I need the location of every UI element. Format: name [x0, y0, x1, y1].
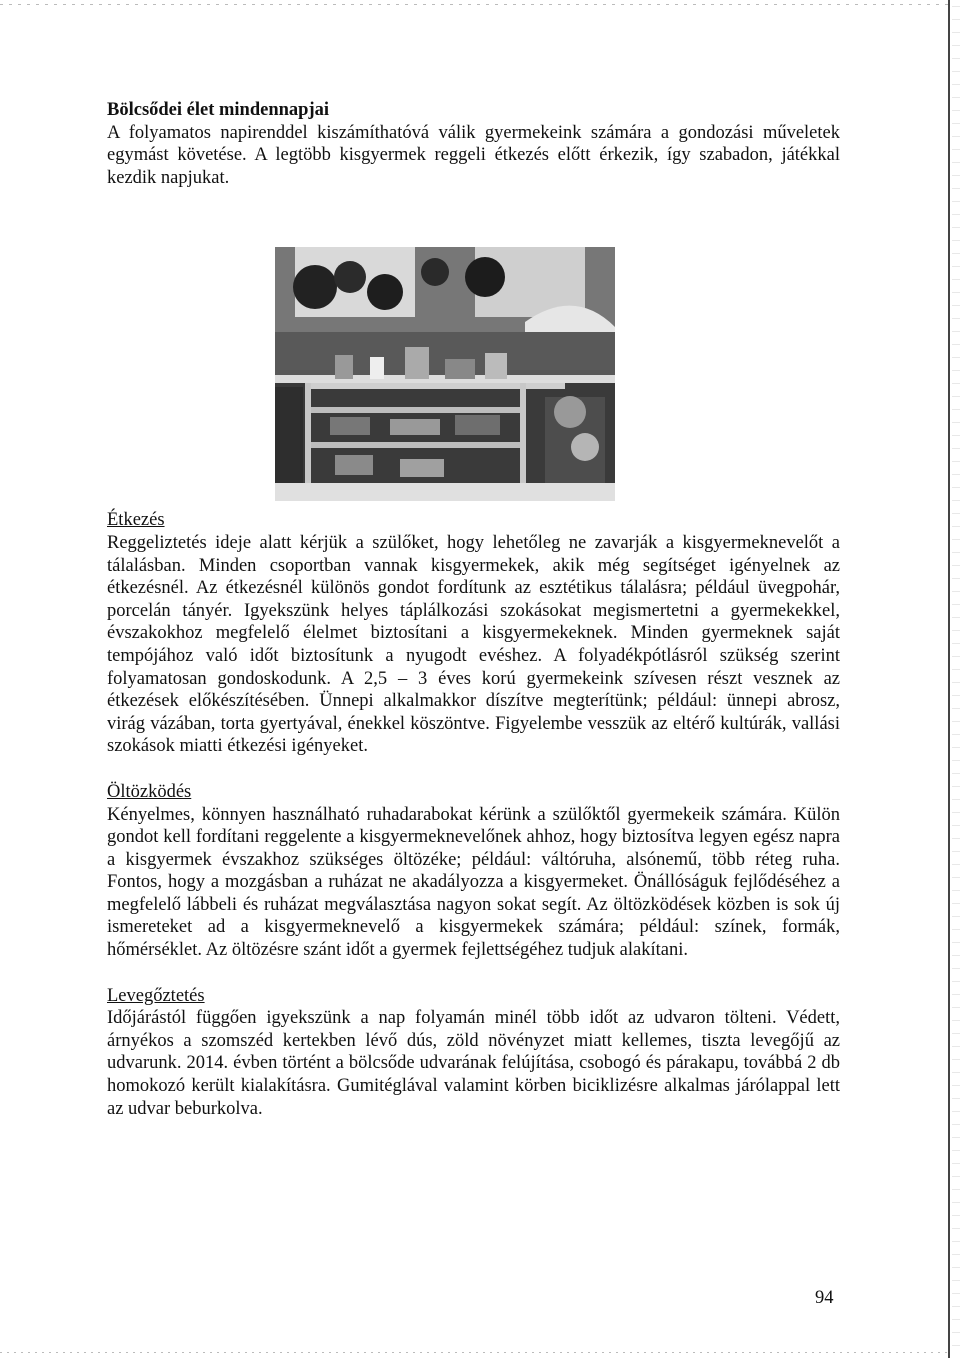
intro-paragraph: A folyamatos napirenddel kiszámíthatóvá válik gyermekeink számára a gondozási műveletek egymást követése. A legtöbb kisgyermek reggeli étkezés előtt érkezik, így szabadon, játékkal kezdik napjukat.	[107, 122, 840, 188]
document-body	[107, 99, 840, 1120]
nursery-room-photo	[275, 247, 615, 501]
scan-artifact-right	[952, 0, 960, 1358]
page-edge	[948, 0, 950, 1358]
page-number: 94	[815, 1288, 834, 1308]
section-spacer	[107, 758, 840, 781]
section-body-levegoztetes: Időjárástól függően igyekszünk a nap folyamán minél több időt az udvaron tölteni. Védett, árnyékos a szomszéd kertekben lévő dús, zöld növényzet miatt kellemes, tiszta levegőjű az udvarunk. 2014. évben történt a bölcsőde udvarának felújítása, csobogó és párakapu, továbbá 2 db homokozó került kialakításra. Gumitéglával valamint körben biciklizésre alkalmas járólappal lett az udvar beburkolva.	[107, 1008, 840, 1119]
section-body-etkezes: Reggeliztetés ideje alatt kérjük a szülőket, hogy lehetőleg ne zavarják a kisgyermeknevelőt a tálalásban. Minden csoportban vannak kisgyermekek, akik még segítséget igényelnek az étkezésnél. Az étkezésnél különös gondot fordítunk az esztétikus tálalásra; például üvegpohár, porcelán tányér. Igyekszünk helyes táplálkozási szokásokat megismertetni a gyermekekkel, évszakokhoz megfelelő élelmet biztosítani a kisgyermekeknek. Minden gyermeknek saját tempójához való időt biztosítunk a nyugodt evéshez. A folyadékpótlásról szükség szerint folyamatosan gondoskodunk. A 2,5 – 3 éves korú gyermekeink szívesen részt vesznek az étkezések előkészítésében. Ünnepi alkalmakkor díszítve megterítünk; például: ünnepi abrosz, virág vázában, torta gyertyával, énekkel köszöntve. Figyelembe vesszük az eltérő kultúrák, vallási szokások miatti étkezési igényeket.	[107, 532, 840, 757]
photo-image	[275, 247, 615, 501]
scan-artifact-top	[0, 4, 948, 5]
section-heading-etkezes: Étkezés	[107, 510, 165, 531]
section-heading-oltozkodes: Öltözködés	[107, 781, 192, 802]
section-spacer	[107, 962, 840, 985]
section-heading-levegoztetes: Levegőztetés	[107, 985, 205, 1006]
section-body-oltozkodes: Kényelmes, könnyen használható ruhadarabokat kérünk a szülőktől gyermekeik számára. Külön gondot kell fordítani reggelente a kisgyermeknevelőnek ahhoz, hogy biztosítva legyen egész napra a kisgyermek évszakhoz szükséges öltözéke; például: váltóruha, alsónemű, több réteg ruha. Fontos, hogy a mozgásban a ruházat ne akadályozza a kisgyermeket. Önállóságuk fejlődéséhez a megfelelő lábbeli és ruházat megválasztása nagyon sokat segít. Az öltözködések közben is sok új ismereteket ad a kisgyermeknevelő a kisgyermekek számára; például: színek, formák, hőmérséklet. Az öltözésre szánt időt a gyermek fejlettségéhez tudjuk alakítani.	[107, 804, 840, 961]
scan-artifact-bottom	[0, 1352, 948, 1353]
section-title: Bölcsődei élet mindennapjai	[107, 100, 330, 120]
